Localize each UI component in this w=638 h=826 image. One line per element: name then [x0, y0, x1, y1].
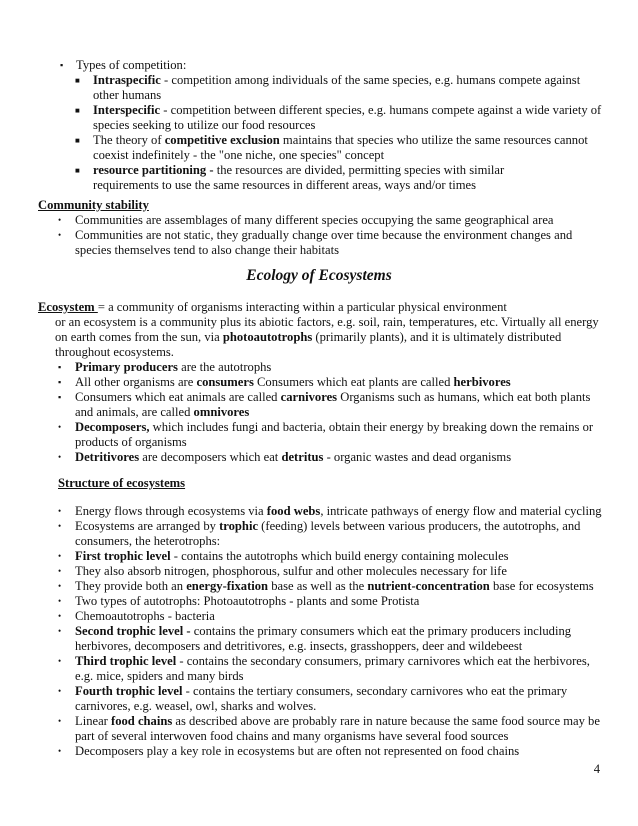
- bullet-square-icon: ■: [75, 136, 80, 145]
- bullet-icon: •: [58, 215, 62, 225]
- bullet-icon: •: [58, 686, 62, 696]
- bullet-square-icon: ▪: [58, 377, 62, 387]
- bullet-icon: •: [58, 566, 62, 576]
- list-item: • Chemoautotrophs - bacteria: [58, 609, 215, 623]
- bullet-icon: •: [58, 521, 62, 531]
- list-item: • Two types of autotrophs: Photoautotrophs - plants and some Protista: [58, 594, 420, 608]
- bullet-icon: •: [58, 230, 62, 240]
- list-item: ■ resource partitioning - the resources are divided, permitting species with similar requirements to use the same resources in different areas, ways and/or times: [75, 163, 505, 192]
- list-item: • Second trophic level - contains the primary consumers which eat the primary producers including herbivores, decomposers and detritivores, e.g. insects, grasshoppers, deer and wildebeest: [58, 624, 572, 653]
- ecosystem-definition: Ecosystem = a community of organisms interacting within a particular physical environment: [38, 300, 507, 314]
- list-item: ▪ All other organisms are consumers Consumers which eat plants are called herbivores: [58, 375, 511, 389]
- bullet-icon: •: [58, 506, 62, 516]
- community-stability-section: [38, 198, 618, 258]
- bullet-icon: •: [58, 422, 62, 432]
- section-heading: Community stability: [38, 198, 149, 212]
- bullet-icon: •: [58, 656, 62, 666]
- list-item: • They also absorb nitrogen, phosphorous, sulfur and other molecules necessary for life: [58, 564, 507, 578]
- list-item: • Decomposers play a key role in ecosystems but are often not represented on food chains: [58, 744, 520, 758]
- bullet-square-icon: ▪: [58, 392, 62, 402]
- list-item: • Communities are not static, they gradually change over time because the environment changes and species themselves tend to also change their habitats: [58, 228, 573, 257]
- bullet-square-icon: ■: [75, 166, 80, 175]
- bullet-icon: •: [58, 716, 62, 726]
- list-item: • Linear food chains as described above are probably rare in nature because the same food source may be part of several interwoven food chains and many organisms have several food sources: [58, 714, 600, 743]
- bullet-square-icon: ■: [75, 106, 80, 115]
- list-item: • Fourth trophic level - contains the tertiary consumers, secondary carnivores who eat the primary carnivores, e.g. weasel, owl, sharks and wolves.: [58, 684, 568, 713]
- competition-section: [60, 58, 620, 193]
- list-item: • They provide both an energy-fixation base as well as the nutrient-concentration base for ecosystems: [58, 579, 594, 593]
- list-item: ■ Intraspecific - competition among individuals of the same species, e.g. humans compete against other humans: [75, 73, 581, 102]
- list-item: • First trophic level - contains the autotrophs which build energy containing molecules: [58, 549, 509, 563]
- ecosystem-definition-cont: or an ecosystem is a community plus its abiotic factors, e.g. soil, rain, temperatures, etc. Virtually all energy on earth comes from the sun, via photoautotrophs (primarily plants), and it is ultimately distributed throughout ecosystems.: [55, 315, 599, 359]
- bullet-square-icon: ■: [75, 76, 80, 85]
- list-item: ■ The theory of competitive exclusion maintains that species who utilize the same resources cannot coexist indefinitely - the "one niche, one species" concept: [75, 133, 588, 162]
- list-item: • Third trophic level - contains the secondary consumers, primary carnivores which eat the herbivores, e.g. mice, spiders and many birds: [58, 654, 590, 683]
- list-item: ■ Interspecific - competition between different species, e.g. humans compete against a wide variety of species seeking to utilize our food resources: [75, 103, 602, 132]
- list-item: • Ecosystems are arranged by trophic (feeding) levels between various producers, the autotrophs, and consumers, the heterotrophs:: [58, 519, 581, 548]
- structure-section: [58, 476, 618, 759]
- bullet-icon: •: [58, 611, 62, 621]
- bullet-icon: •: [58, 596, 62, 606]
- list-item: ▪ Primary producers are the autotrophs: [58, 360, 272, 374]
- list-item: • Communities are assemblages of many different species occupying the same geographical area: [58, 213, 554, 227]
- list-item: • Decomposers, which includes fungi and bacteria, obtain their energy by breaking down the remains or products of organisms: [58, 420, 594, 449]
- bullet-square-icon: ▪: [58, 362, 62, 372]
- list-item: • Detritivores are decomposers which eat detritus - organic wastes and dead organisms: [58, 450, 512, 464]
- list-item: [60, 58, 620, 73]
- bullet-icon: •: [58, 746, 62, 756]
- list-item: ▪ Consumers which eat animals are called carnivores Organisms such as humans, which eat both plants and animals, are called omnivores: [58, 390, 591, 419]
- bullet-icon: •: [58, 551, 62, 561]
- competition-intro: Types of competition:: [76, 58, 187, 72]
- ecosystem-section: [38, 300, 618, 465]
- bullet-icon: •: [58, 581, 62, 591]
- list-item: • Energy flows through ecosystems via food webs, intricate pathways of energy flow and material cycling: [58, 504, 602, 518]
- page-number: 4: [593, 762, 600, 776]
- bullet-icon: •: [58, 452, 62, 462]
- section-heading: Structure of ecosystems: [58, 476, 186, 490]
- bullet-square-icon: ▪: [60, 60, 64, 70]
- bullet-icon: •: [58, 626, 62, 636]
- section-title: Ecology of Ecosystems: [246, 267, 392, 284]
